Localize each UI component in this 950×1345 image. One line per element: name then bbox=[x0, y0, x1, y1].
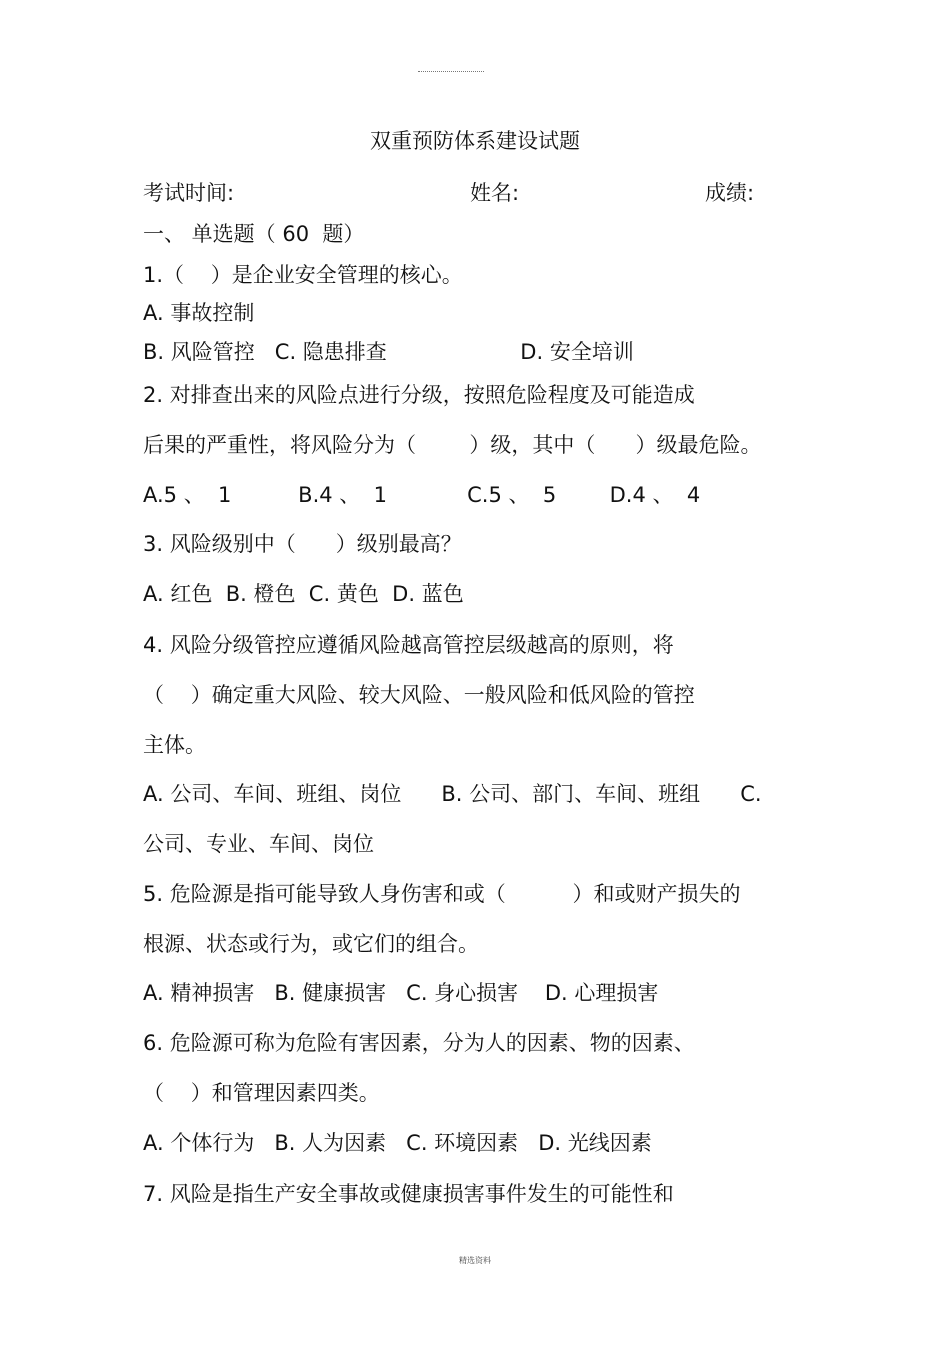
score-label: 成绩: bbox=[705, 181, 755, 205]
question-5-line-1: 5. 危险源是指可能导致人身伤害和或（ ）和或财产损失的 bbox=[143, 882, 741, 906]
question-1: 1.（ ）是企业安全管理的核心。 bbox=[143, 263, 463, 287]
question-5-options: A. 精神损害 B. 健康损害 C. 身心损害 D. 心理损害 bbox=[143, 981, 659, 1005]
top-dotted-rule bbox=[418, 71, 484, 72]
question-6-options: A. 个体行为 B. 人为因素 C. 环境因素 D. 光线因素 bbox=[143, 1131, 652, 1155]
name-label: 姓名: bbox=[470, 181, 520, 205]
question-3: 3. 风险级别中（ ）级别最高？ bbox=[143, 532, 462, 556]
question-2-line-1: 2. 对排查出来的风险点进行分级，按照危险程度及可能造成 bbox=[143, 383, 695, 407]
question-3-options: A. 红色 B. 橙色 C. 黄色 D. 蓝色 bbox=[143, 582, 464, 606]
question-4-options-line-2: 公司、专业、车间、岗位 bbox=[143, 832, 374, 856]
question-4-line-2: （ ）确定重大风险、较大风险、一般风险和低风险的管控 bbox=[143, 683, 695, 707]
question-1-option-a: A. 事故控制 bbox=[143, 301, 255, 325]
question-7-line-1: 7. 风险是指生产安全事故或健康损害事件发生的可能性和 bbox=[143, 1182, 674, 1206]
question-6-line-2: （ ）和管理因素四类。 bbox=[143, 1081, 380, 1105]
section-heading: 一、 单选题（ 60 题） bbox=[143, 222, 365, 246]
question-2-line-2: 后果的严重性，将风险分为（ ）级，其中（ ）级最危险。 bbox=[143, 433, 762, 457]
question-1-options-bcd: B. 风险管控 C. 隐患排查 D. 安全培训 bbox=[143, 340, 634, 364]
question-4-line-1: 4. 风险分级管控应遵循风险越高管控层级越高的原则，将 bbox=[143, 633, 674, 657]
page-footer: 精选资料 bbox=[459, 1256, 491, 1265]
question-4-line-3: 主体。 bbox=[143, 733, 206, 757]
exam-time-label: 考试时间: bbox=[143, 181, 235, 205]
question-5-line-2: 根源、状态或行为，或它们的组合。 bbox=[143, 932, 479, 956]
question-4-options-line-1: A. 公司、车间、班组、岗位 B. 公司、部门、车间、班组 C. bbox=[143, 782, 762, 806]
question-2-options: A.5 、 1 B.4 、 1 C.5 、 5 D.4 、 4 bbox=[143, 483, 701, 507]
page-title: 双重预防体系建设试题 bbox=[370, 129, 580, 153]
question-6-line-1: 6. 危险源可称为危险有害因素，分为人的因素、物的因素、 bbox=[143, 1031, 695, 1055]
